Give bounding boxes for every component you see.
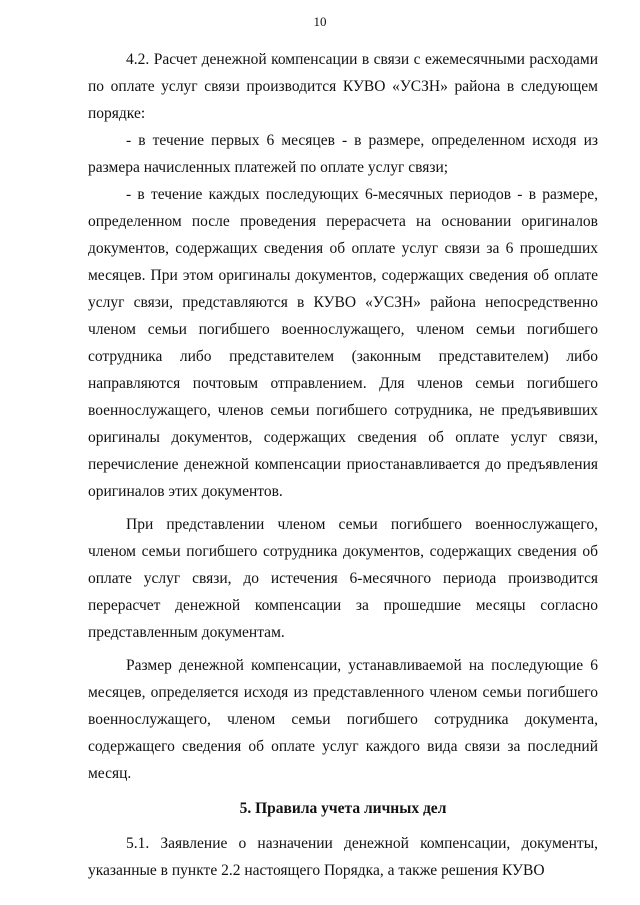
paragraph-subsequent-periods: - в течение каждых последующих 6-месячных периодов - в размере, определенном после проведения перерасчета на основании оригиналов документов, содержащих сведения об оплате услуг связи за 6 прошедших месяцев. При этом оригиналы документов, содержащих сведения об оплате услуг связи, представляются в КУВО «УСЗН» района непосредственно членом семьи погибшего военнослужащего, членом семьи погибшего сотрудника либо представителем (законным представителем) либо направляются почтовым отправлением. Для членов семьи погибшего военнослужащего, членов семьи погибшего сотрудника, не предъявивших оригиналы документов, содержащих сведения об оплате услуг связи, перечисление денежной компенсации приостанавливается до предъявления оригиналов этих документов. [88,186,598,500]
paragraph-recalculation: При представлении членом семьи погибшего военнослужащего, членом семьи погибшего сотрудника документов, содержащих сведения об оплате услуг связи, до истечения 6-месячного периода производится перерасчет денежной компенсации за прошедшие месяцы согласно представленным документам. [88,516,598,641]
paragraph-5-1: 5.1. Заявление о назначении денежной компенсации, документы, указанные в пункте 2.2 настоящего Порядка, а также решения КУВО [88,835,598,879]
paragraph-4-2: 4.2. Расчет денежной компенсации в связи с ежемесячными расходами по оплате услуг связи производится КУВО «УСЗН» района в следующем порядке: [88,51,598,122]
heading-gap [88,787,598,795]
heading-gap [88,822,598,830]
section-5-heading: 5. Правила учета личных дел [239,800,447,817]
paragraph-first-six-months: - в течение первых 6 месяцев - в размере, определенном исходя из размера начисленных платежей по оплате услуг связи; [88,132,598,176]
paragraph-next-six-months: Размер денежной компенсации, устанавливаемой на последующие 6 месяцев, определяется исходя из представленного членом семьи погибшего военнослужащего, членом семьи погибшего сотрудника документа, содержащего сведения об оплате услуг каждого вида связи за последний месяц. [88,657,598,782]
page-number: 10 [313,14,327,29]
document-body [88,46,598,884]
